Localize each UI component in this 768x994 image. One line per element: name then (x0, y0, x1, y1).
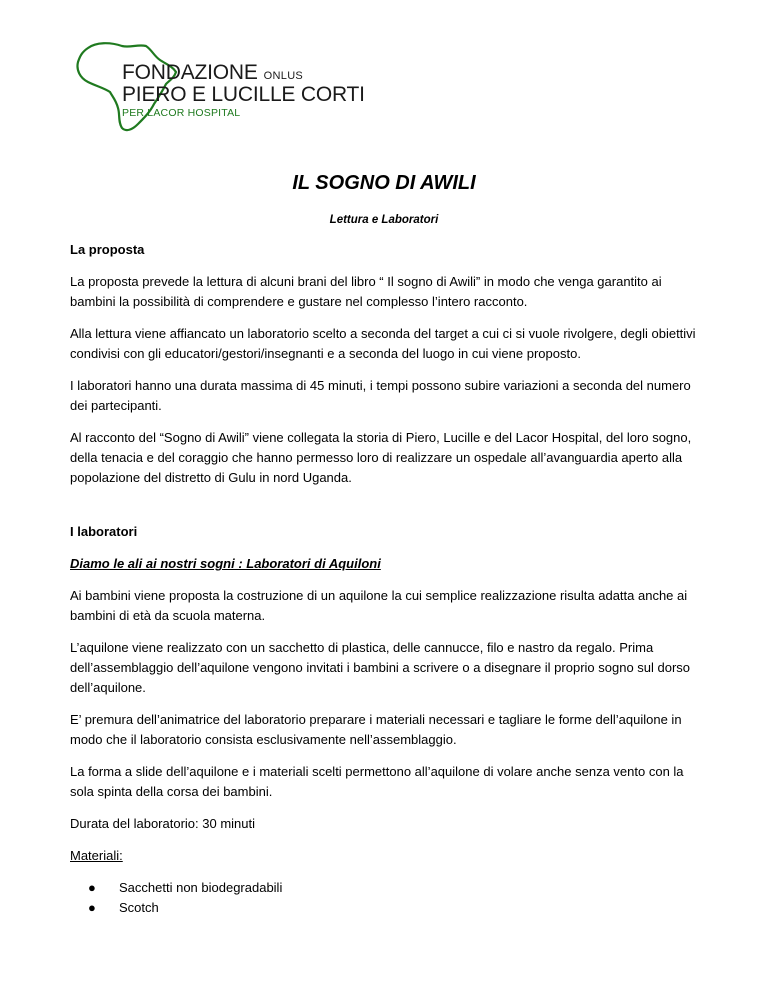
paragraph-6: L’aquilone viene realizzato con un sacchetto di plastica, delle cannucce, filo e nastro da regalo. Prima dell’assemblaggio dell’aquilone vengono invitati i bambini a scrivere o a disegnare il proprio sogno sul dorso dell’aquilone. (70, 640, 691, 695)
paragraph-3: I laboratori hanno una durata massima di 45 minuti, i tempi possono subire variazioni a seconda del numero dei partecipanti. (70, 378, 691, 413)
paragraph-1: La proposta prevede la lettura di alcuni brani del libro “ Il sogno di Awili” in modo che venga garantito ai bambini la possibilità di comprendere e gustare nel complesso l’intero racconto. (70, 274, 662, 309)
bullet-icon: ● (88, 880, 96, 895)
logo-line-2: PIERO E LUCILLE CORTI (122, 83, 365, 106)
paragraph-4: Al racconto del “Sogno di Awili” viene collegata la storia di Piero, Lucille e del Lacor Hospital, del loro sogno, della tenacia e del coraggio che hanno permesso loro di realizzare un ospedale all’avanguardia aperto alla popolazione del distretto di Gulu in nord Uganda. (70, 430, 692, 485)
logo-onlus: ONLUS (263, 70, 304, 82)
material-name: Sacchetti non biodegradabili (119, 880, 283, 895)
document-body (70, 170, 698, 918)
paragraph-8: La forma a slide dell’aquilone e i materiali scelti permettono all’aquilone di volare anche senza vento con la sola spinta della corsa dei bambini. (70, 764, 684, 799)
duration-text: Durata del laboratorio: 30 minuti (70, 816, 255, 831)
list-item (70, 898, 698, 918)
foundation-logo (70, 38, 370, 138)
bullet-icon: ● (88, 900, 96, 915)
document-subtitle: Lettura e Laboratori (329, 214, 439, 226)
lab-heading: Diamo le ali ai nostri sogni : Laboratori di Aquiloni (70, 556, 381, 571)
paragraph-7: E’ premura dell’animatrice del laboratorio preparare i materiali necessari e tagliare le forme dell’aquilone in modo che il laboratorio consista esclusivamente nell’assemblaggio. (70, 712, 682, 747)
material-name: Scotch (119, 900, 159, 915)
section-heading-proposta: La proposta (70, 242, 145, 257)
paragraph-5: Ai bambini viene proposta la costruzione di un aquilone la cui semplice realizzazione risulta adatta anche ai bambini di età da scuola materna. (70, 588, 688, 623)
materials-label: Materiali: (70, 848, 123, 863)
paragraph-2: Alla lettura viene affiancato un laboratorio scelto a seconda del target a cui ci si vuole rivolgere, degli obiettivi condivisi con gli educatori/gestori/insegnanti e a seconda del luogo in cui viene proposto. (70, 326, 696, 361)
logo-line-1: FONDAZIONE (122, 61, 258, 84)
spacer (70, 500, 698, 522)
list-item (70, 878, 698, 898)
logo-line-3: PER LACOR HOSPITAL (122, 107, 241, 119)
section-heading-laboratori: I laboratori (70, 524, 138, 539)
logo-wordmark (122, 62, 365, 119)
document-title: IL SOGNO DI AWILI (292, 172, 476, 194)
materials-list (70, 878, 698, 918)
